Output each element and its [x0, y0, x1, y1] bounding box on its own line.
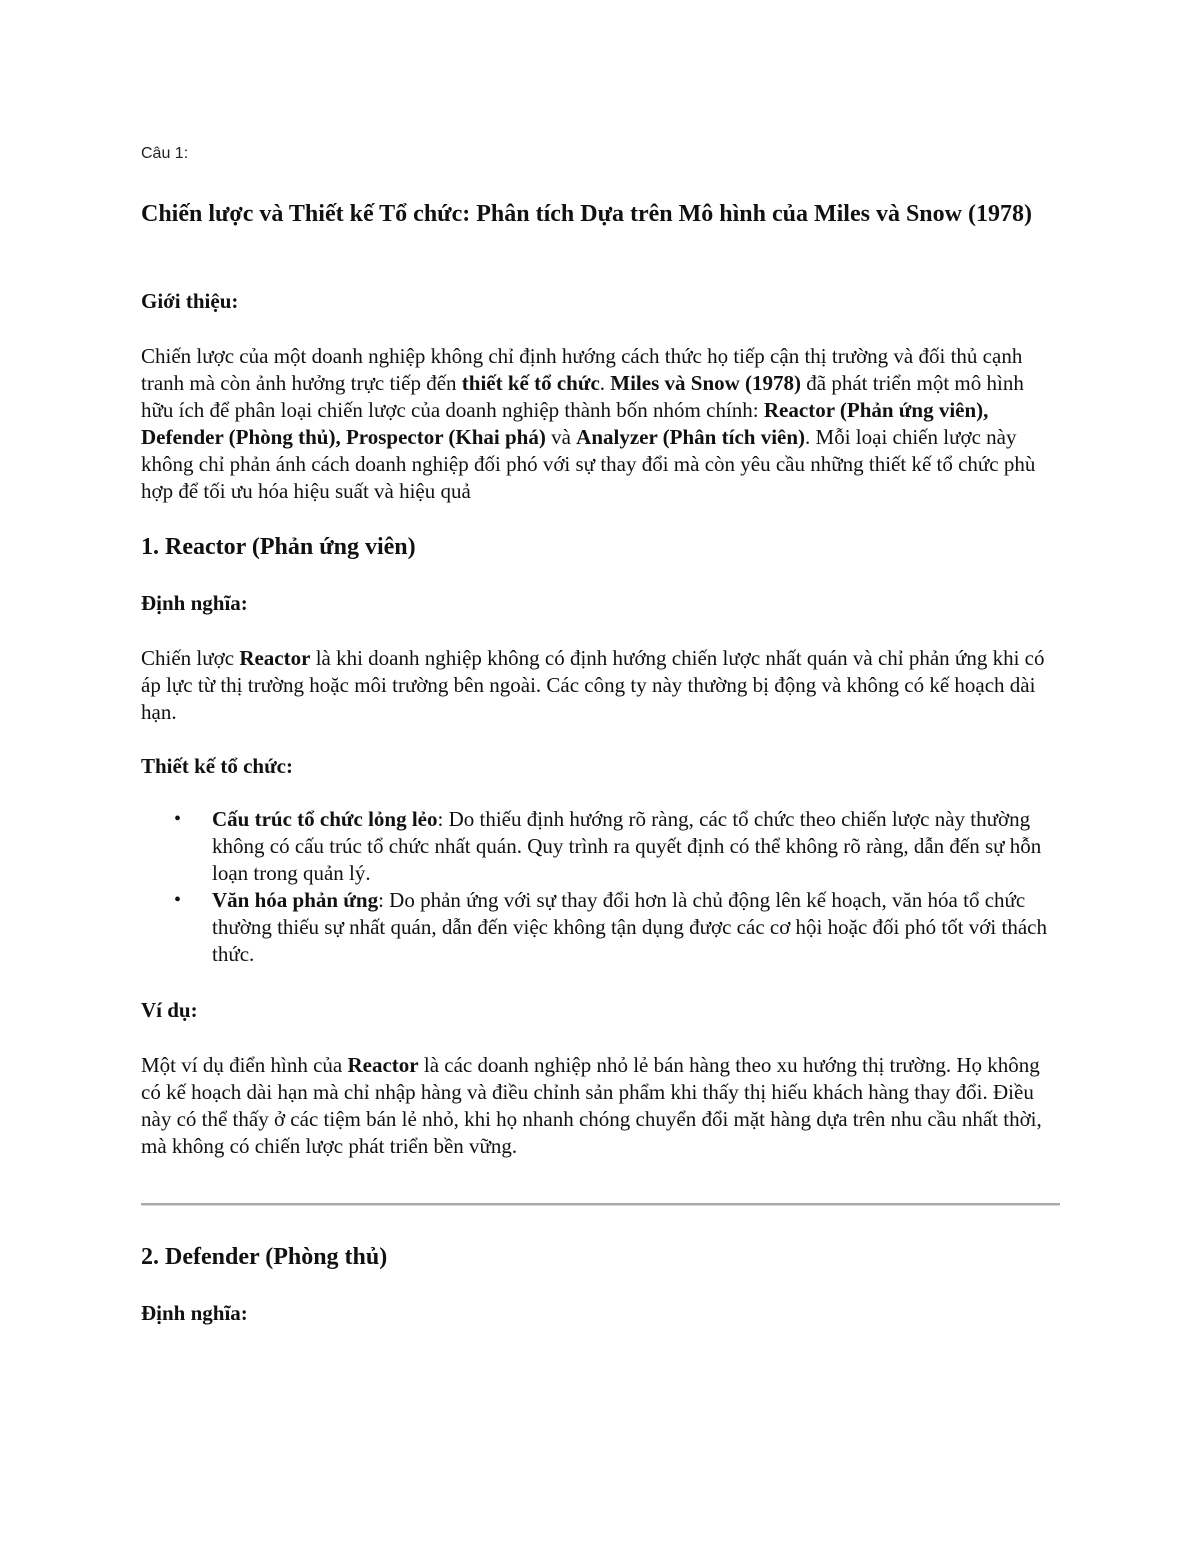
intro-paragraph: [141, 343, 1061, 505]
definition-paragraph: [141, 645, 1061, 726]
horizontal-divider: [141, 1203, 1060, 1206]
bullet-icon: •: [174, 808, 182, 830]
text-run: .: [599, 371, 611, 395]
text-run: : Do thiếu định hướng rõ ràng, các tổ chức theo chiến lược này thường không có cấu trúc tổ chức nhất quán. Quy trình ra quyết định có thể không rõ ràng, dẫn đến sự hỗn loạn trong quản lý.: [212, 807, 1042, 885]
text-run: đã phát triển một mô hình hữu ích để phân loại chiến lược của doanh nghiệp thành bốn nhóm chính:: [141, 371, 1024, 422]
design-bullet-list: [141, 806, 1061, 968]
bold-run: Văn hóa phản ứng: [212, 888, 379, 912]
example-heading: Ví dụ:: [141, 998, 198, 1022]
bullet-icon: •: [174, 889, 182, 911]
document-title: Chiến lược và Thiết kế Tổ chức: Phân tích Dựa trên Mô hình của Miles và Snow (1978): [141, 201, 1032, 227]
text-run: Chiến lược của một doanh nghiệp không chỉ định hướng cách thức họ tiếp cận thị trường và đối thủ cạnh tranh mà còn ảnh hưởng trực tiếp đến: [141, 344, 1023, 395]
bold-run: Reactor: [239, 646, 311, 670]
definition-heading: Định nghĩa:: [141, 591, 248, 615]
bold-run: Miles và Snow (1978): [610, 371, 802, 395]
bold-run: Cấu trúc tổ chức lỏng lẻo: [212, 807, 438, 831]
list-item: [141, 887, 1061, 968]
text-run: là khi doanh nghiệp không có định hướng chiến lược nhất quán và chỉ phản ứng khi có áp lực từ thị trường hoặc môi trường bên ngoài. Các công ty này thường bị động và không có kế hoạch dài hạn.: [141, 646, 1045, 724]
section-heading-defender: 2. Defender (Phòng thủ): [141, 1244, 388, 1270]
list-item: [141, 806, 1061, 887]
text-run: Một ví dụ điển hình của: [141, 1053, 348, 1077]
bold-run: Reactor (Phản ứng viên), Defender (Phòng thủ), Prospector (Khai phá): [141, 398, 989, 449]
intro-heading: Giới thiệu:: [141, 289, 239, 313]
section-heading-reactor: 1. Reactor (Phản ứng viên): [141, 534, 416, 560]
question-label: Câu 1:: [141, 145, 189, 162]
text-run: là các doanh nghiệp nhỏ lẻ bán hàng theo xu hướng thị trường. Họ không có kế hoạch dài hạn mà chỉ nhập hàng và điều chỉnh sản phẩm khi thấy thị hiếu khách hàng thay đổi. Điều này có thể thấy ở các tiệm bán lẻ nhỏ, khi họ nhanh chóng chuyển đổi mặt hàng dựa trên nhu cầu nhất thời, mà không có chiến lược phát triển bền vững.: [141, 1053, 1042, 1158]
bold-run: thiết kế tổ chức: [461, 371, 600, 395]
text-run: và: [545, 425, 577, 449]
bold-run: Analyzer (Phân tích viên): [576, 425, 806, 449]
example-paragraph: [141, 1052, 1061, 1160]
bold-run: Reactor: [347, 1053, 419, 1077]
design-heading: Thiết kế tổ chức:: [141, 754, 293, 778]
text-run: . Mỗi loại chiến lược này không chỉ phản ánh cách doanh nghiệp đối phó với sự thay đổi mà còn yêu cầu những thiết kế tổ chức phù hợp để tối ưu hóa hiệu suất và hiệu quả: [141, 425, 1036, 503]
definition-heading: Định nghĩa:: [141, 1301, 248, 1325]
text-run: : Do phản ứng với sự thay đổi hơn là chủ động lên kế hoạch, văn hóa tổ chức thường thiếu sự nhất quán, dẫn đến việc không tận dụng được các cơ hội hoặc đối phó tốt với thách thức.: [212, 888, 1047, 966]
text-run: Chiến lược: [141, 646, 240, 670]
